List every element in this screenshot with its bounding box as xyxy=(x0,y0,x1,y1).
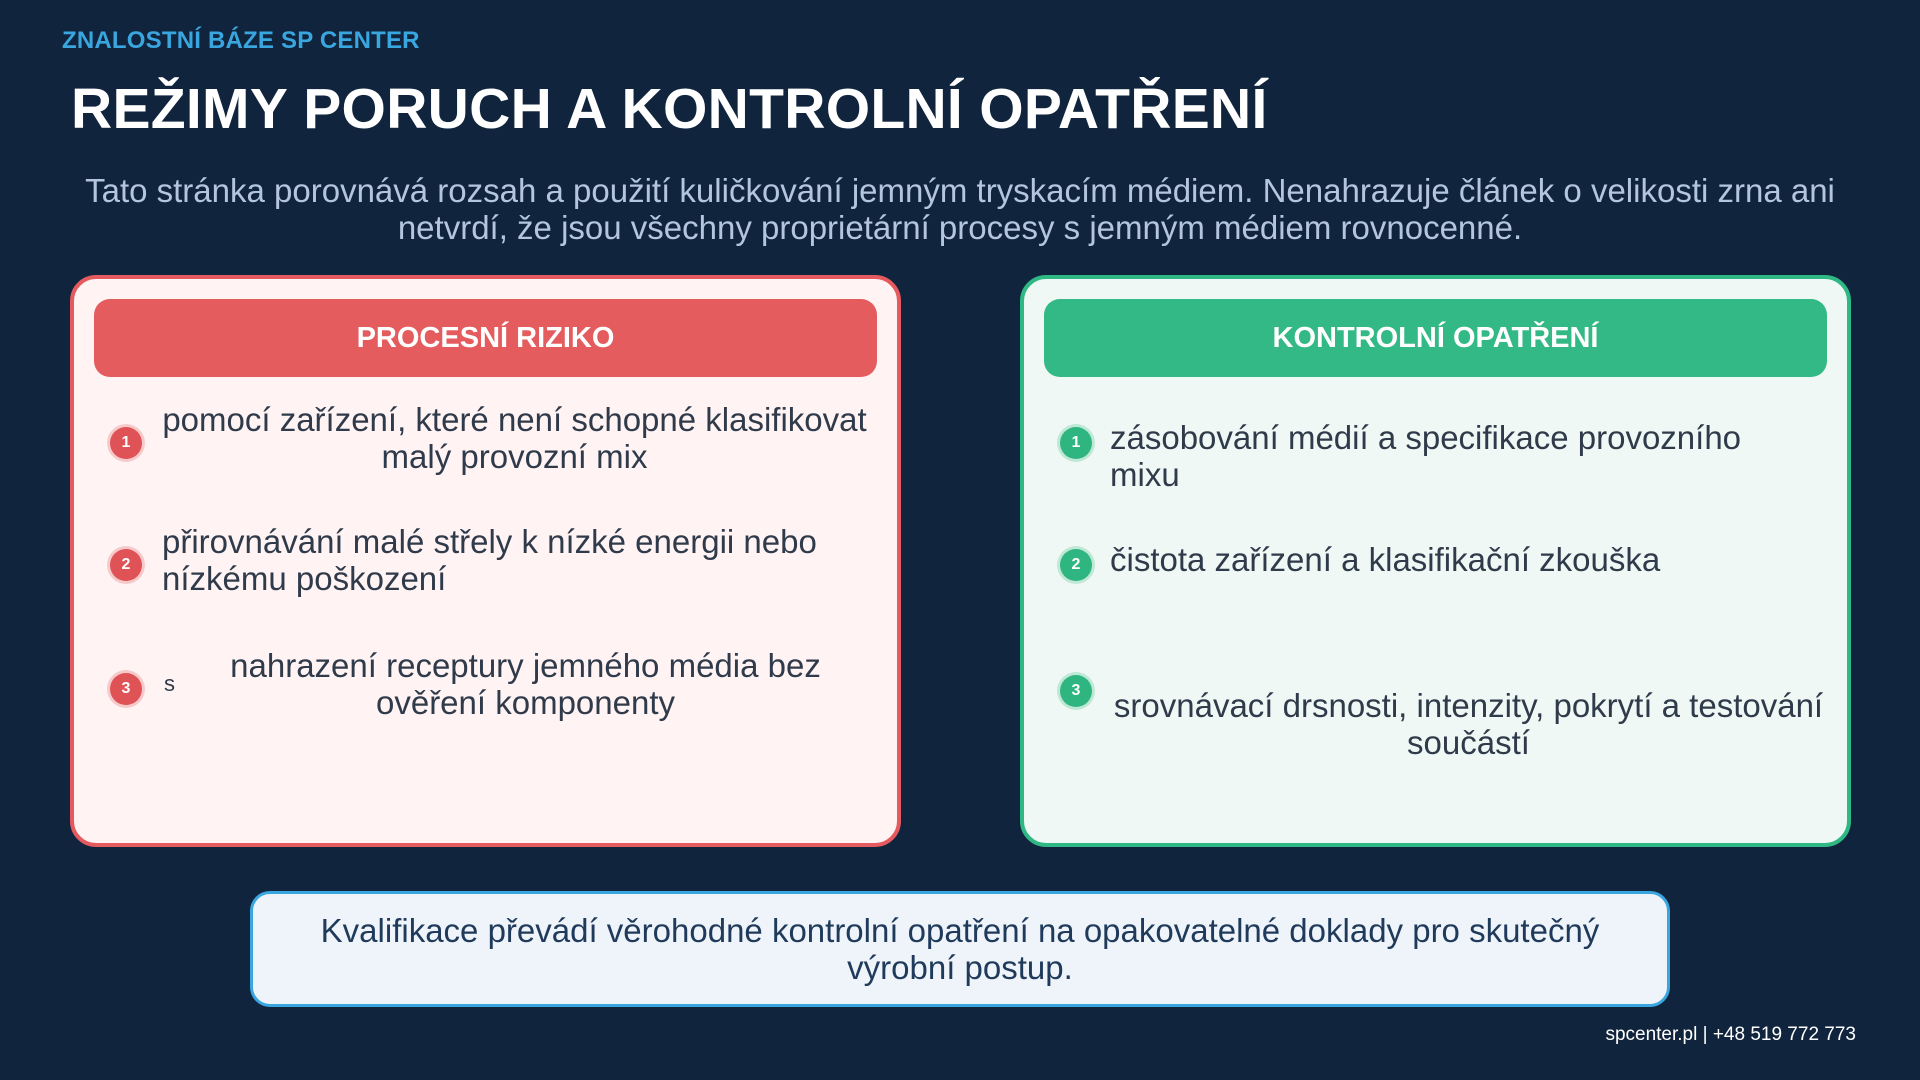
risk-item-text: pomocí zařízení, které není schopné klasifikovat malý provozní mix xyxy=(162,401,867,475)
risk-item-text: přirovnávání malé střely k nízké energii nebo nízkému poškození xyxy=(162,523,817,597)
number-badge-3: 3 xyxy=(110,673,142,705)
number-badge-2: 2 xyxy=(110,549,142,581)
risk-item-text: nahrazení receptury jemného média bez ověření komponenty xyxy=(230,647,821,721)
callout-text: Kvalifikace převádí věrohodné kontrolní opatření na opakovatelné doklady pro skutečný výrobní postup. xyxy=(320,912,1600,986)
qualification-callout xyxy=(250,891,1670,1007)
risk-item-prefix: s xyxy=(164,671,175,696)
control-measures-heading: KONTROLNÍ OPATŘENÍ xyxy=(1044,299,1827,377)
control-measures-panel xyxy=(1020,275,1851,847)
number-badge-2: 2 xyxy=(1060,549,1092,581)
page-subtitle: Tato stránka porovnává rozsah a použití kuličkování jemným tryskacím médiem. Nenahrazuje článek o velikosti zrna ani netvrdí, že jsou všechny proprietární procesy s jemným médiem rovnocenné. xyxy=(85,172,1835,246)
number-badge-3: 3 xyxy=(1060,675,1092,707)
control-item-text: srovnávací drsnosti, intenzity, pokrytí a testování součástí xyxy=(1113,687,1824,761)
brand-kicker: ZNALOSTNÍ BÁZE SP CENTER xyxy=(62,27,420,54)
control-item-text: zásobování médií a specifikace provozního mixu xyxy=(1110,419,1742,493)
contact-info: spcenter.pl | +48 519 772 773 xyxy=(1605,1024,1856,1045)
number-badge-1: 1 xyxy=(1060,427,1092,459)
process-risk-panel xyxy=(70,275,901,847)
process-risk-heading: PROCESNÍ RIZIKO xyxy=(94,299,877,377)
page-title: REŽIMY PORUCH A KONTROLNÍ OPATŘENÍ xyxy=(71,77,1268,141)
control-item-text: čistota zařízení a klasifikační zkouška xyxy=(1110,541,1661,578)
number-badge-1: 1 xyxy=(110,427,142,459)
